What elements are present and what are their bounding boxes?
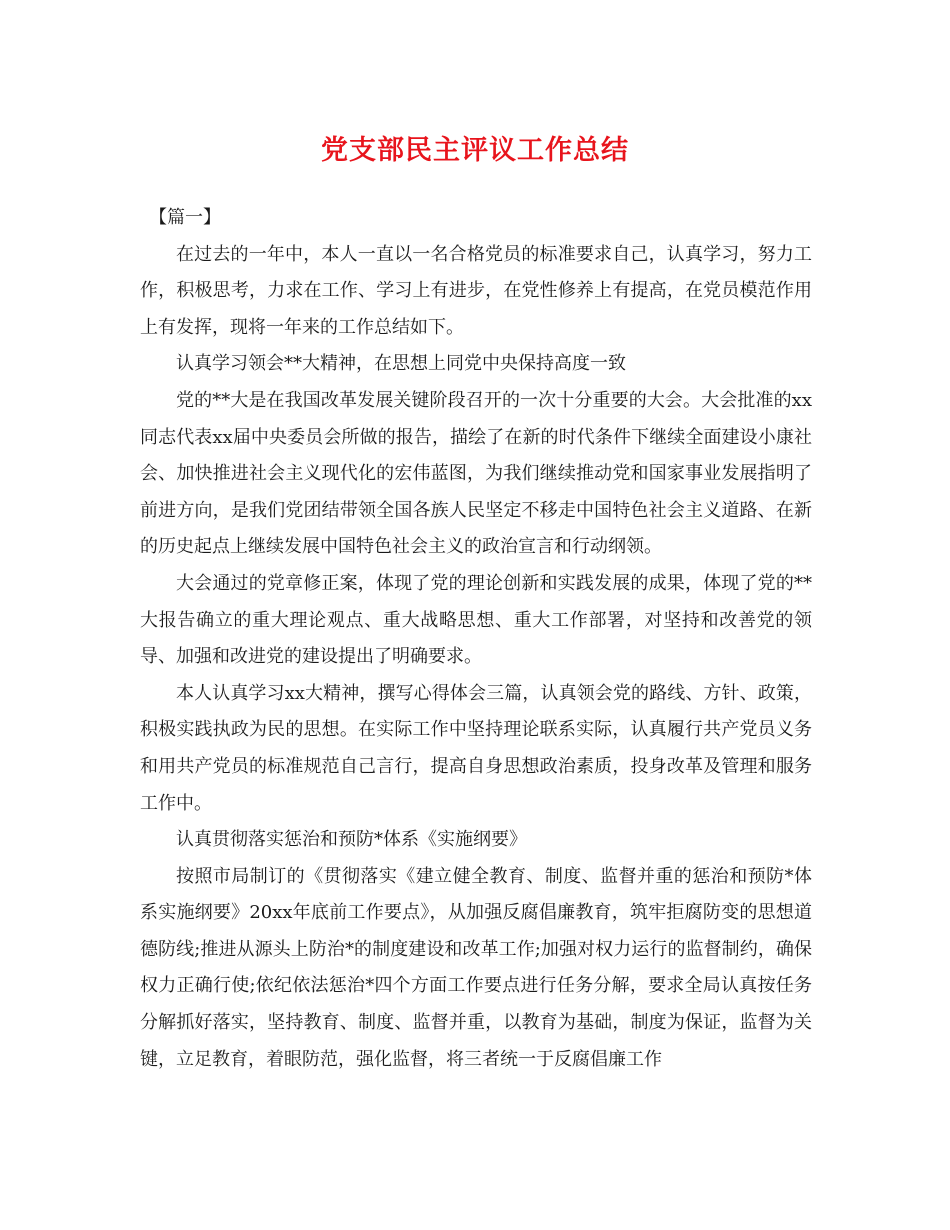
section-heading: 认真学习领会**大精神，在思想上同党中央保持高度一致	[176, 353, 626, 375]
paragraph: 按照市局制订的《贯彻落实《建立健全教育、制度、监督并重的惩治和预防*体系实施纲要》20xx年底前工作要点》，从加强反腐倡廉教育，筑牢拒腐防变的思想道德防线;推进从源头上防治*的制度建设和改革工作;加强对权力运行的监督制约，确保权力正确行使;依纪依法惩治*四个方面工作要点进行任务分解，要求全局认真按任务分解抓好落实，坚持教育、制度、监督并重，以教育为基础，制度为保证，监督为关键，立足教育，着眼防范，强化监督，将三者统一于反腐倡廉工作	[140, 865, 812, 1070]
paragraph: 党的**大是在我国改革发展关键阶段召开的一次十分重要的大会。大会批准的xx同志代表xx届中央委员会所做的报告，描绘了在新的时代条件下继续全面建设小康社会、加快推进社会主义现代化的宏伟蓝图，为我们继续推动党和国家事业发展指明了前进方向，是我们党团结带领全国各族人民坚定不移走中国特色社会主义道路、在新的历史起点上继续发展中国特色社会主义的政治宣言和行动纲领。	[140, 389, 812, 558]
paragraph: 本人认真学习xx大精神，撰写心得体会三篇，认真领会党的路线、方针、政策，积极实践执政为民的思想。在实际工作中坚持理论联系实际，认真履行共产党员义务和用共产党员的标准规范自己言行，提高自身思想政治素质，投身改革及管理和服务工作中。	[140, 682, 812, 814]
section-label: 【篇一】	[149, 207, 221, 228]
document-title: 党支部民主评议工作总结	[321, 135, 629, 166]
document-body	[140, 200, 812, 1078]
paragraph: 大会通过的党章修正案，体现了党的理论创新和实践发展的成果，体现了党的**大报告确立的重大理论观点、重大战略思想、重大工作部署，对坚持和改善党的领导、加强和改进党的建设提出了明确要求。	[140, 572, 812, 668]
paragraph: 在过去的一年中，本人一直以一名合格党员的标准要求自己，认真学习，努力工作，积极思考，力求在工作、学习上有进步，在党性修养上有提高，在党员模范作用上有发挥，现将一年来的工作总结如下。	[140, 243, 812, 338]
section-heading: 认真贯彻落实惩治和预防*体系《实施纲要》	[176, 829, 527, 851]
